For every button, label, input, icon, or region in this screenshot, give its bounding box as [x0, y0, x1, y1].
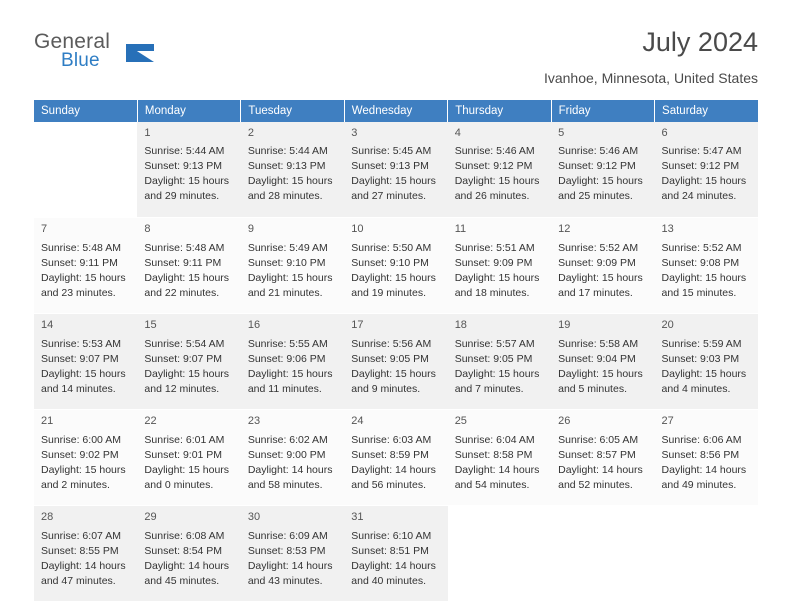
calendar-day-cell: [655, 122, 758, 218]
day-detail-line: Daylight: 14 hours: [144, 559, 230, 572]
day-detail-line: Daylight: 15 hours: [351, 271, 436, 284]
day-detail-line: Sunset: 9:13 PM: [351, 160, 429, 173]
day-detail-line: Sunset: 9:10 PM: [351, 256, 429, 269]
day-detail-line: Daylight: 15 hours: [41, 367, 126, 380]
calendar-day-cell: [551, 314, 654, 410]
day-detail-line: Sunset: 8:59 PM: [351, 448, 429, 461]
day-detail-line: Sunset: 9:03 PM: [661, 352, 740, 365]
day-number: 25: [454, 415, 467, 428]
day-number: 31: [351, 511, 364, 524]
day-details: [41, 433, 131, 493]
day-number: 26: [558, 415, 571, 428]
day-detail-line: Sunset: 9:10 PM: [247, 256, 326, 269]
calendar-week-row: [34, 218, 758, 314]
day-detail-line: Daylight: 15 hours: [661, 175, 747, 188]
day-detail-line: Sunset: 9:12 PM: [454, 160, 533, 173]
day-detail-line: Sunset: 8:57 PM: [558, 448, 636, 461]
day-details: [41, 241, 131, 301]
calendar-day-cell: [655, 314, 758, 410]
calendar-week-row: [34, 410, 758, 506]
calendar-table: [34, 100, 758, 603]
day-detail-line: Daylight: 15 hours: [661, 367, 747, 380]
day-detail-line: Sunset: 9:05 PM: [351, 352, 429, 365]
day-detail-line: Sunrise: 5:48 AM: [41, 241, 121, 254]
calendar-cell-empty: [551, 506, 654, 602]
day-detail-line: Sunset: 8:55 PM: [41, 544, 119, 557]
day-detail-line: and 28 minutes.: [247, 190, 323, 203]
weekday-header-row: [34, 100, 758, 122]
day-detail-line: Sunrise: 5:51 AM: [454, 241, 535, 254]
day-details: [144, 337, 234, 397]
day-number: 19: [558, 319, 571, 332]
day-detail-line: Sunrise: 6:08 AM: [144, 529, 225, 542]
day-detail-line: Sunrise: 5:55 AM: [247, 337, 328, 350]
calendar-day-cell: [344, 410, 447, 506]
day-detail-line: Daylight: 14 hours: [351, 463, 436, 476]
day-detail-line: and 0 minutes.: [144, 478, 214, 491]
day-detail-line: and 52 minutes.: [558, 478, 633, 491]
calendar-day-cell: [344, 506, 447, 602]
day-detail-line: Sunset: 9:08 PM: [661, 256, 740, 269]
day-details: [455, 144, 545, 204]
calendar-day-cell: [448, 410, 551, 506]
day-detail-line: Sunrise: 5:49 AM: [247, 241, 328, 254]
day-number: 9: [247, 223, 254, 236]
calendar-day-cell: [241, 506, 344, 602]
day-detail-line: Sunset: 9:00 PM: [247, 448, 326, 461]
day-detail-line: Sunrise: 5:50 AM: [351, 241, 432, 254]
calendar-day-cell: [448, 314, 551, 410]
day-detail-line: Sunrise: 5:57 AM: [454, 337, 535, 350]
day-detail-line: and 14 minutes.: [41, 382, 116, 395]
day-number: 23: [247, 415, 261, 428]
day-detail-line: Sunrise: 5:52 AM: [661, 241, 742, 254]
day-number: 4: [454, 126, 461, 139]
day-detail-line: Sunset: 9:09 PM: [558, 256, 636, 269]
day-detail-line: Sunrise: 5:58 AM: [558, 337, 639, 350]
calendar-day-cell: [448, 218, 551, 314]
calendar-day-cell: [551, 218, 654, 314]
day-number: 12: [558, 223, 571, 236]
day-detail-line: Sunrise: 5:54 AM: [144, 337, 225, 350]
weekday-header-friday: Friday: [551, 100, 654, 122]
day-details: [144, 241, 234, 301]
calendar-day-cell: [551, 122, 654, 218]
day-details: [558, 337, 648, 397]
day-detail-line: and 27 minutes.: [351, 190, 426, 203]
day-details: [41, 529, 131, 589]
day-number: 10: [351, 223, 364, 236]
calendar-day-cell: [241, 122, 344, 218]
day-details: [351, 337, 441, 397]
day-details: [558, 241, 648, 301]
day-detail-line: Sunset: 9:05 PM: [454, 352, 533, 365]
day-detail-line: Sunrise: 6:02 AM: [247, 433, 328, 446]
calendar-day-cell: [34, 506, 137, 602]
day-detail-line: and 5 minutes.: [558, 382, 627, 395]
day-detail-line: Daylight: 15 hours: [454, 271, 540, 284]
day-details: [351, 241, 441, 301]
day-detail-line: and 4 minutes.: [661, 382, 731, 395]
day-details: [144, 144, 234, 204]
day-detail-line: Sunset: 9:09 PM: [454, 256, 533, 269]
calendar-day-cell: [448, 122, 551, 218]
day-detail-line: Sunrise: 6:05 AM: [558, 433, 639, 446]
day-detail-line: Daylight: 15 hours: [351, 175, 436, 188]
day-detail-line: Sunset: 9:07 PM: [41, 352, 119, 365]
day-detail-line: and 18 minutes.: [454, 286, 530, 299]
calendar-day-cell: [655, 410, 758, 506]
day-detail-line: Sunrise: 6:06 AM: [661, 433, 742, 446]
day-number: 11: [454, 223, 467, 236]
day-detail-line: Daylight: 15 hours: [247, 367, 333, 380]
day-number: 3: [351, 126, 358, 139]
day-detail-line: Sunset: 8:54 PM: [144, 544, 223, 557]
weekday-header-sunday: Sunday: [34, 100, 137, 122]
day-number: 21: [41, 415, 54, 428]
day-detail-line: Daylight: 14 hours: [661, 463, 747, 476]
day-detail-line: Sunrise: 6:10 AM: [351, 529, 432, 542]
calendar-week-row: [34, 122, 758, 218]
day-detail-line: Daylight: 14 hours: [351, 559, 436, 572]
calendar-day-cell: [655, 218, 758, 314]
day-details: [455, 433, 545, 493]
day-detail-line: Daylight: 15 hours: [247, 271, 333, 284]
day-detail-line: Sunset: 9:13 PM: [247, 160, 326, 173]
day-details: [558, 433, 648, 493]
day-details: [144, 433, 234, 493]
day-number: 24: [351, 415, 364, 428]
day-detail-line: Daylight: 14 hours: [41, 559, 126, 572]
day-detail-line: Sunset: 9:12 PM: [661, 160, 740, 173]
day-detail-line: and 11 minutes.: [247, 382, 322, 395]
day-detail-line: Sunrise: 5:59 AM: [661, 337, 742, 350]
day-detail-line: Sunrise: 5:46 AM: [454, 145, 535, 158]
day-detail-line: Sunset: 9:04 PM: [558, 352, 636, 365]
day-detail-line: Sunset: 8:53 PM: [247, 544, 326, 557]
calendar-day-cell: [34, 410, 137, 506]
calendar-day-cell: [551, 410, 654, 506]
day-details: [351, 529, 441, 589]
day-detail-line: Daylight: 15 hours: [558, 175, 643, 188]
day-number: 20: [661, 319, 674, 332]
day-detail-line: and 24 minutes.: [661, 190, 737, 203]
day-detail-line: Daylight: 15 hours: [454, 175, 540, 188]
day-detail-line: and 25 minutes.: [558, 190, 633, 203]
weekday-header-thursday: Thursday: [448, 100, 551, 122]
day-detail-line: and 7 minutes.: [454, 382, 524, 395]
day-detail-line: Sunset: 9:01 PM: [144, 448, 223, 461]
day-detail-line: and 23 minutes.: [41, 286, 116, 299]
calendar-cell-empty: [655, 506, 758, 602]
day-detail-line: Sunset: 8:58 PM: [454, 448, 533, 461]
page-title: July 2024: [642, 27, 758, 57]
day-details: [662, 337, 752, 397]
day-details: [455, 241, 545, 301]
day-detail-line: Daylight: 15 hours: [558, 271, 643, 284]
day-detail-line: Sunrise: 5:44 AM: [247, 145, 328, 158]
day-detail-line: and 21 minutes.: [247, 286, 323, 299]
day-detail-line: Sunrise: 5:56 AM: [351, 337, 432, 350]
day-details: [351, 144, 441, 204]
day-detail-line: Sunrise: 6:09 AM: [247, 529, 328, 542]
calendar-day-cell: [137, 218, 240, 314]
logo[interactable]: [34, 28, 164, 74]
location-subtitle: Ivanhoe, Minnesota, United States: [543, 69, 758, 86]
day-number: 1: [144, 126, 151, 139]
calendar-day-cell: [344, 218, 447, 314]
day-number: 29: [144, 511, 157, 524]
day-detail-line: Daylight: 15 hours: [41, 271, 126, 284]
day-detail-line: and 47 minutes.: [41, 574, 116, 587]
day-detail-line: Sunrise: 5:47 AM: [661, 145, 742, 158]
calendar-week-row: [34, 506, 758, 602]
weekday-header-tuesday: Tuesday: [241, 100, 344, 122]
day-detail-line: and 29 minutes.: [144, 190, 220, 203]
day-details: [248, 433, 338, 493]
calendar-day-cell: [34, 314, 137, 410]
day-detail-line: Daylight: 15 hours: [144, 463, 230, 476]
title-block: [164, 28, 758, 86]
day-detail-line: Daylight: 15 hours: [144, 271, 230, 284]
day-detail-line: Daylight: 14 hours: [558, 463, 643, 476]
calendar-week-row: [34, 314, 758, 410]
day-details: [558, 144, 648, 204]
day-detail-line: Sunset: 9:11 PM: [144, 256, 222, 269]
day-details: [248, 144, 338, 204]
calendar-day-cell: [241, 218, 344, 314]
day-number: 18: [454, 319, 467, 332]
day-detail-line: Sunset: 9:07 PM: [144, 352, 223, 365]
day-detail-line: Sunrise: 6:01 AM: [144, 433, 225, 446]
day-detail-line: Sunset: 9:11 PM: [41, 256, 118, 269]
day-detail-line: and 19 minutes.: [351, 286, 426, 299]
day-detail-line: and 15 minutes.: [661, 286, 737, 299]
day-details: [455, 337, 545, 397]
day-detail-line: Sunset: 8:51 PM: [351, 544, 429, 557]
day-number: 16: [247, 319, 261, 332]
day-number: 7: [41, 223, 48, 236]
day-detail-line: and 2 minutes.: [41, 478, 110, 491]
calendar-day-cell: [241, 314, 344, 410]
weekday-header-monday: Monday: [137, 100, 240, 122]
day-details: [248, 241, 338, 301]
calendar-cell-empty: [448, 506, 551, 602]
day-number: 6: [661, 126, 668, 139]
day-detail-line: Sunrise: 5:44 AM: [144, 145, 225, 158]
calendar-cell-empty: [34, 122, 137, 218]
day-detail-line: and 26 minutes.: [454, 190, 530, 203]
day-details: [41, 337, 131, 397]
day-number: 13: [661, 223, 674, 236]
day-detail-line: Daylight: 15 hours: [41, 463, 126, 476]
day-detail-line: Daylight: 15 hours: [454, 367, 540, 380]
day-details: [351, 433, 441, 493]
day-detail-line: Sunrise: 5:52 AM: [558, 241, 639, 254]
day-detail-line: Sunset: 9:02 PM: [41, 448, 119, 461]
day-detail-line: Sunrise: 6:00 AM: [41, 433, 121, 446]
day-detail-line: and 54 minutes.: [454, 478, 530, 491]
day-detail-line: Daylight: 15 hours: [661, 271, 747, 284]
day-detail-line: Sunset: 9:12 PM: [558, 160, 636, 173]
day-detail-line: Sunrise: 6:07 AM: [41, 529, 121, 542]
day-detail-line: Sunrise: 6:04 AM: [454, 433, 535, 446]
day-detail-line: Daylight: 15 hours: [247, 175, 333, 188]
day-number: 5: [558, 126, 565, 139]
flag-icon-tail: [126, 44, 154, 62]
logo-text-blue: Blue: [61, 50, 100, 71]
day-detail-line: and 43 minutes.: [247, 574, 323, 587]
weekday-header-saturday: Saturday: [655, 100, 758, 122]
calendar-day-cell: [137, 122, 240, 218]
calendar-day-cell: [241, 410, 344, 506]
day-detail-line: and 22 minutes.: [144, 286, 220, 299]
weekday-header-wednesday: Wednesday: [344, 100, 447, 122]
day-detail-line: and 45 minutes.: [144, 574, 220, 587]
day-detail-line: and 9 minutes.: [351, 382, 421, 395]
day-detail-line: Sunrise: 5:45 AM: [351, 145, 432, 158]
day-number: 27: [661, 415, 674, 428]
day-details: [248, 337, 338, 397]
day-detail-line: Sunset: 9:06 PM: [247, 352, 326, 365]
calendar-day-cell: [344, 314, 447, 410]
day-detail-line: and 49 minutes.: [661, 478, 737, 491]
day-detail-line: Sunrise: 5:48 AM: [144, 241, 225, 254]
day-number: 28: [41, 511, 54, 524]
day-detail-line: and 40 minutes.: [351, 574, 426, 587]
day-details: [248, 529, 338, 589]
calendar-day-cell: [137, 506, 240, 602]
day-detail-line: Sunset: 8:56 PM: [661, 448, 740, 461]
day-detail-line: Sunrise: 5:46 AM: [558, 145, 639, 158]
day-detail-line: and 12 minutes.: [144, 382, 220, 395]
day-number: 8: [144, 223, 151, 236]
day-detail-line: Daylight: 15 hours: [558, 367, 643, 380]
day-details: [662, 241, 752, 301]
day-detail-line: Sunrise: 6:03 AM: [351, 433, 432, 446]
day-details: [144, 529, 234, 589]
calendar-day-cell: [344, 122, 447, 218]
day-detail-line: Daylight: 14 hours: [454, 463, 540, 476]
day-detail-line: and 58 minutes.: [247, 478, 323, 491]
calendar-day-cell: [34, 218, 137, 314]
day-detail-line: and 17 minutes.: [558, 286, 633, 299]
day-number: 2: [247, 126, 254, 139]
day-detail-line: Daylight: 15 hours: [144, 175, 230, 188]
day-detail-line: Daylight: 14 hours: [247, 559, 333, 572]
logo-text-general: General: [34, 30, 111, 53]
day-detail-line: Sunrise: 5:53 AM: [41, 337, 121, 350]
day-details: [662, 144, 752, 204]
day-number: 22: [144, 415, 157, 428]
day-detail-line: Daylight: 15 hours: [144, 367, 230, 380]
day-detail-line: Daylight: 15 hours: [351, 367, 436, 380]
page-header: [34, 0, 758, 86]
day-detail-line: Daylight: 14 hours: [247, 463, 333, 476]
day-detail-line: Sunset: 9:13 PM: [144, 160, 223, 173]
day-number: 17: [351, 319, 364, 332]
calendar-day-cell: [137, 410, 240, 506]
day-number: 15: [144, 319, 157, 332]
day-detail-line: and 56 minutes.: [351, 478, 426, 491]
day-details: [662, 433, 752, 493]
day-number: 14: [41, 319, 54, 332]
calendar-day-cell: [137, 314, 240, 410]
day-number: 30: [247, 511, 261, 524]
